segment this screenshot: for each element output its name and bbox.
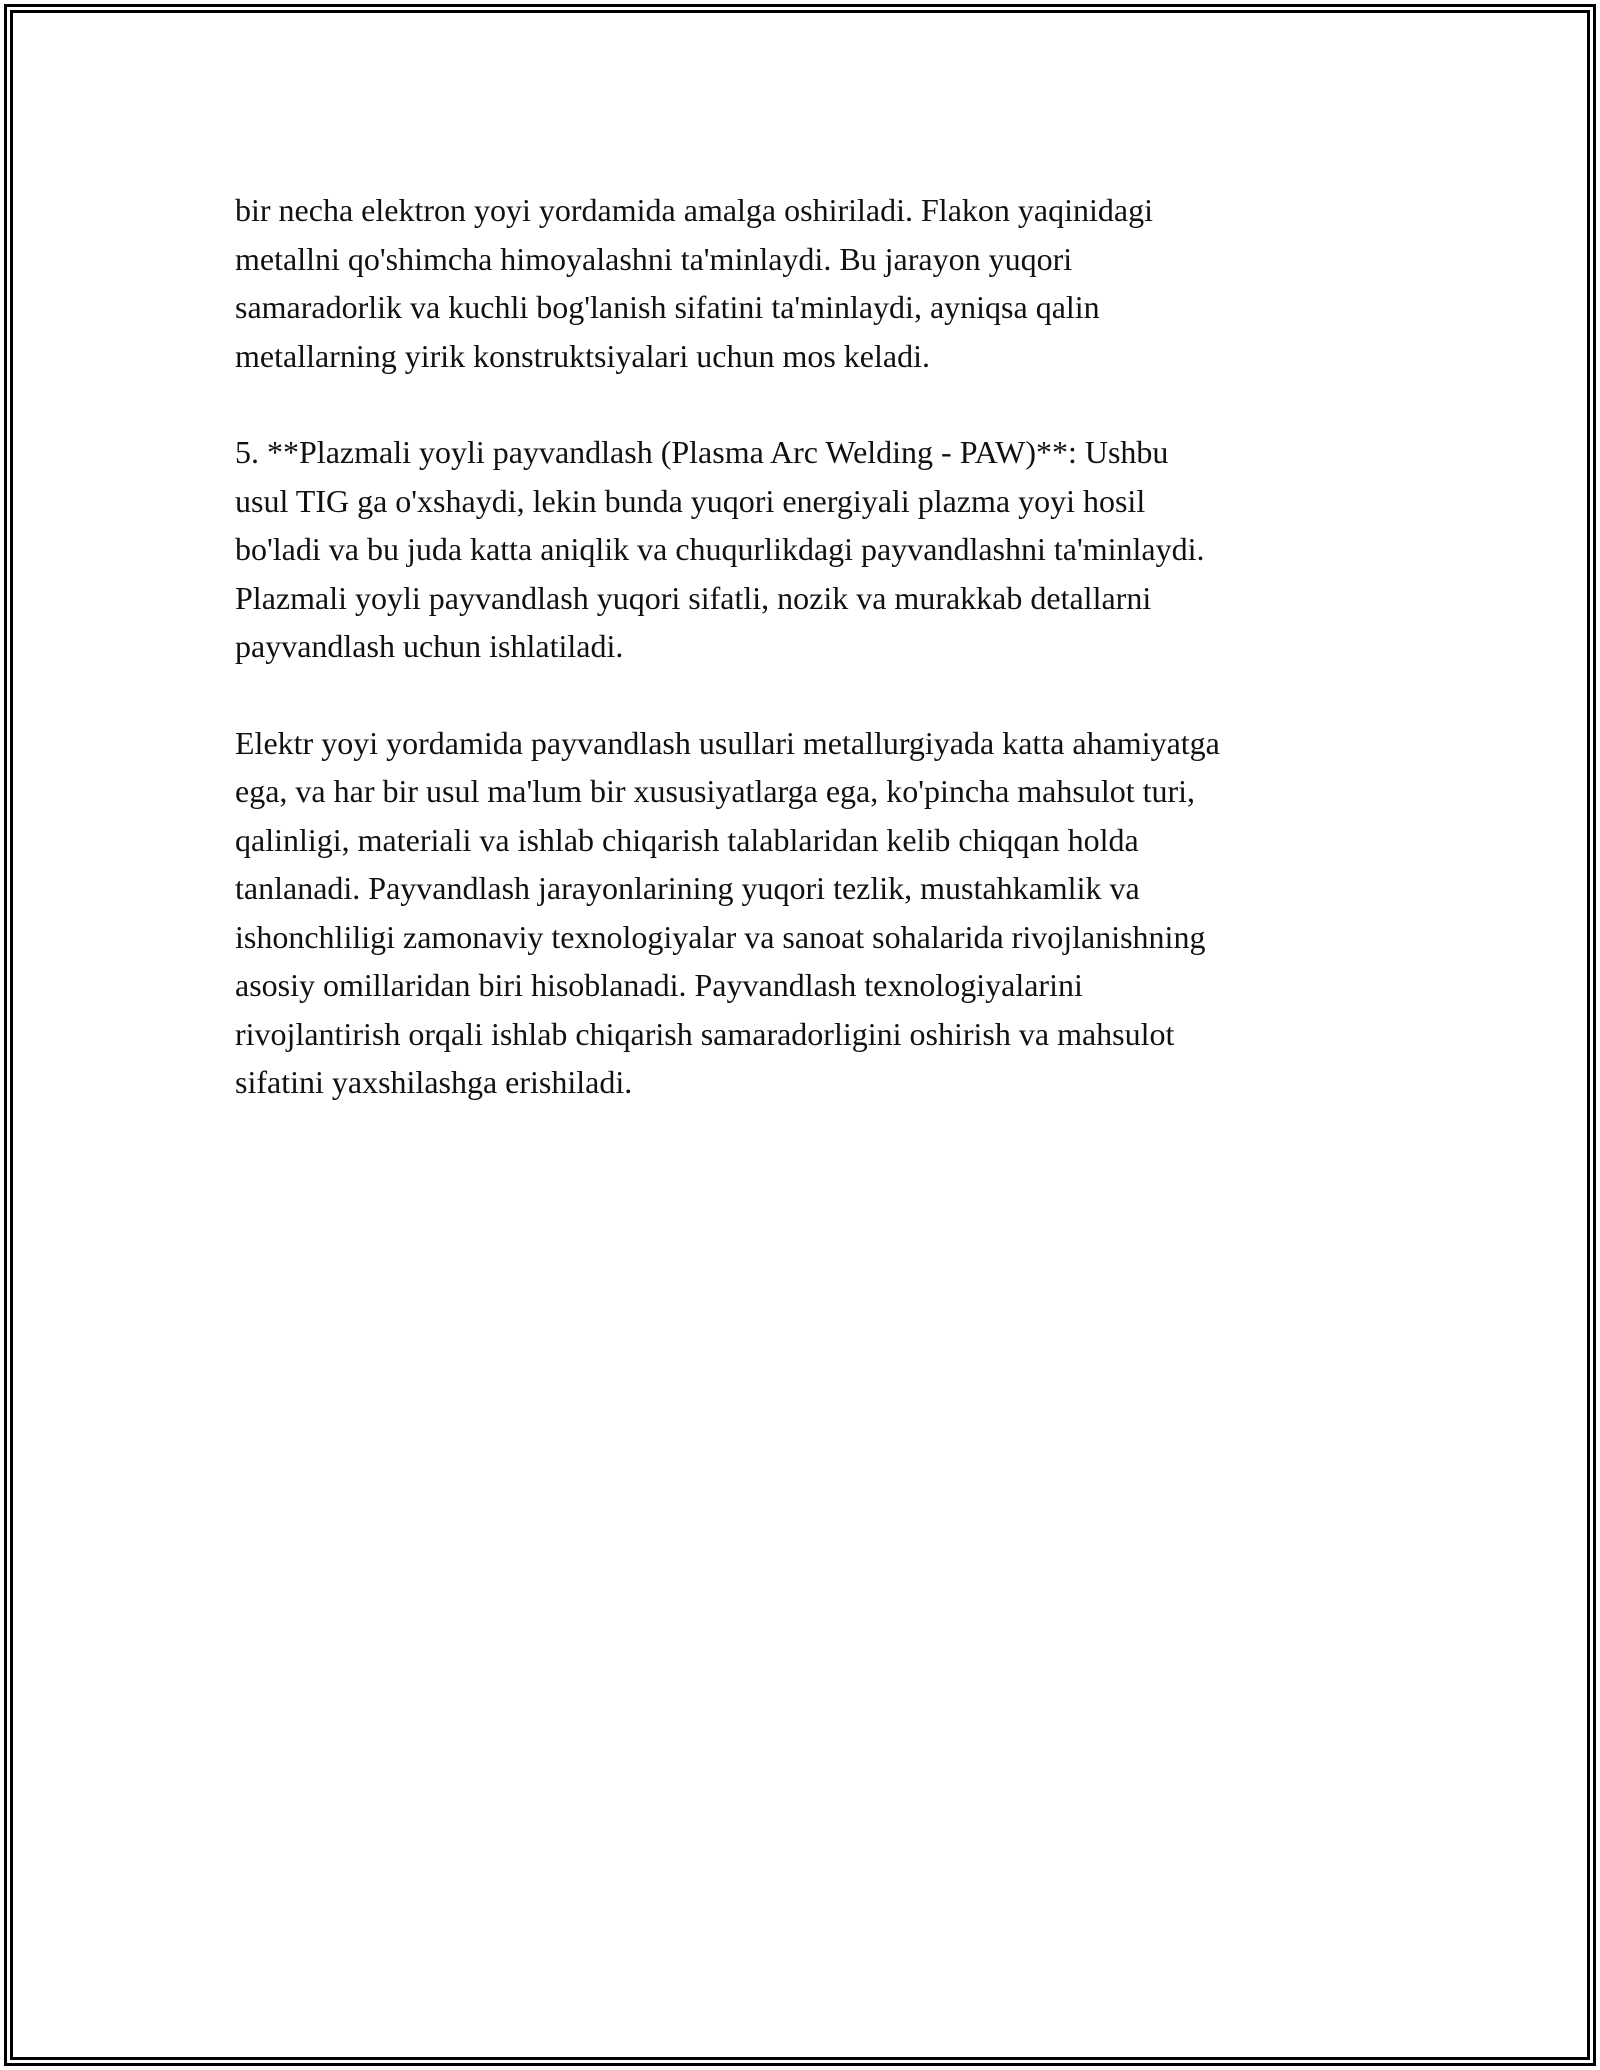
text-line: asosiy omillaridan biri hisoblanadi. Payvandlash texnologiyalarini xyxy=(235,967,1083,1003)
text-line: ishonchliligi zamonaviy texnologiyalar va sanoat sohalarida rivojlanishning xyxy=(235,918,1206,955)
text-line: usul TIG ga o'xshaydi, lekin bunda yuqori energiyali plazma yoyi hosil xyxy=(235,482,1146,519)
text-line: sifatini yaxshilashga erishiladi. xyxy=(235,1064,633,1100)
text-line: Elektr yoyi yordamida payvandlash usullari metallurgiyada katta ahamiyatga xyxy=(235,724,1220,761)
paragraph-submerged-arc-continuation xyxy=(235,186,1395,380)
text-line: ega, va har bir usul ma'lum bir xususiyatlarga ega, ko'pincha mahsulot turi, xyxy=(235,773,1196,809)
text-line: Plazmali yoyli payvandlash yuqori sifatli, nozik va murakkab detallarni xyxy=(235,579,1152,616)
document-body xyxy=(235,186,1395,1155)
text-line: bir necha elektron yoyi yordamida amalga oshiriladi. Flakon yaqinidagi xyxy=(235,192,1153,228)
text-line: bo'ladi va bu juda katta aniqlik va chuqurlikdagi payvandlashni ta'minlaydi. xyxy=(235,531,1205,567)
text-line: 5. **Plazmali yoyli payvandlash (Plasma Arc Welding - PAW)**: Ushbu xyxy=(235,434,1169,470)
paragraph-plasma-arc-welding xyxy=(235,428,1395,671)
text-line: samaradorlik va kuchli bog'lanish sifatini ta'minlaydi, ayniqsa qalin xyxy=(235,289,1100,325)
text-line: qalinligi, materiali va ishlab chiqarish talablaridan kelib chiqqan holda xyxy=(235,821,1139,858)
text-line: metallni qo'shimcha himoyalashni ta'minlaydi. Bu jarayon yuqori xyxy=(235,240,1073,277)
text-line: metallarning yirik konstruktsiyalari uchun mos keladi. xyxy=(235,337,930,374)
text-line: rivojlantirish orqali ishlab chiqarish samaradorligini oshirish va mahsulot xyxy=(235,1015,1175,1052)
text-line: payvandlash uchun ishlatiladi. xyxy=(235,628,624,664)
text-line: tanlanadi. Payvandlash jarayonlarining yuqori tezlik, mustahkamlik va xyxy=(235,870,1140,906)
paragraph-conclusion xyxy=(235,719,1395,1107)
